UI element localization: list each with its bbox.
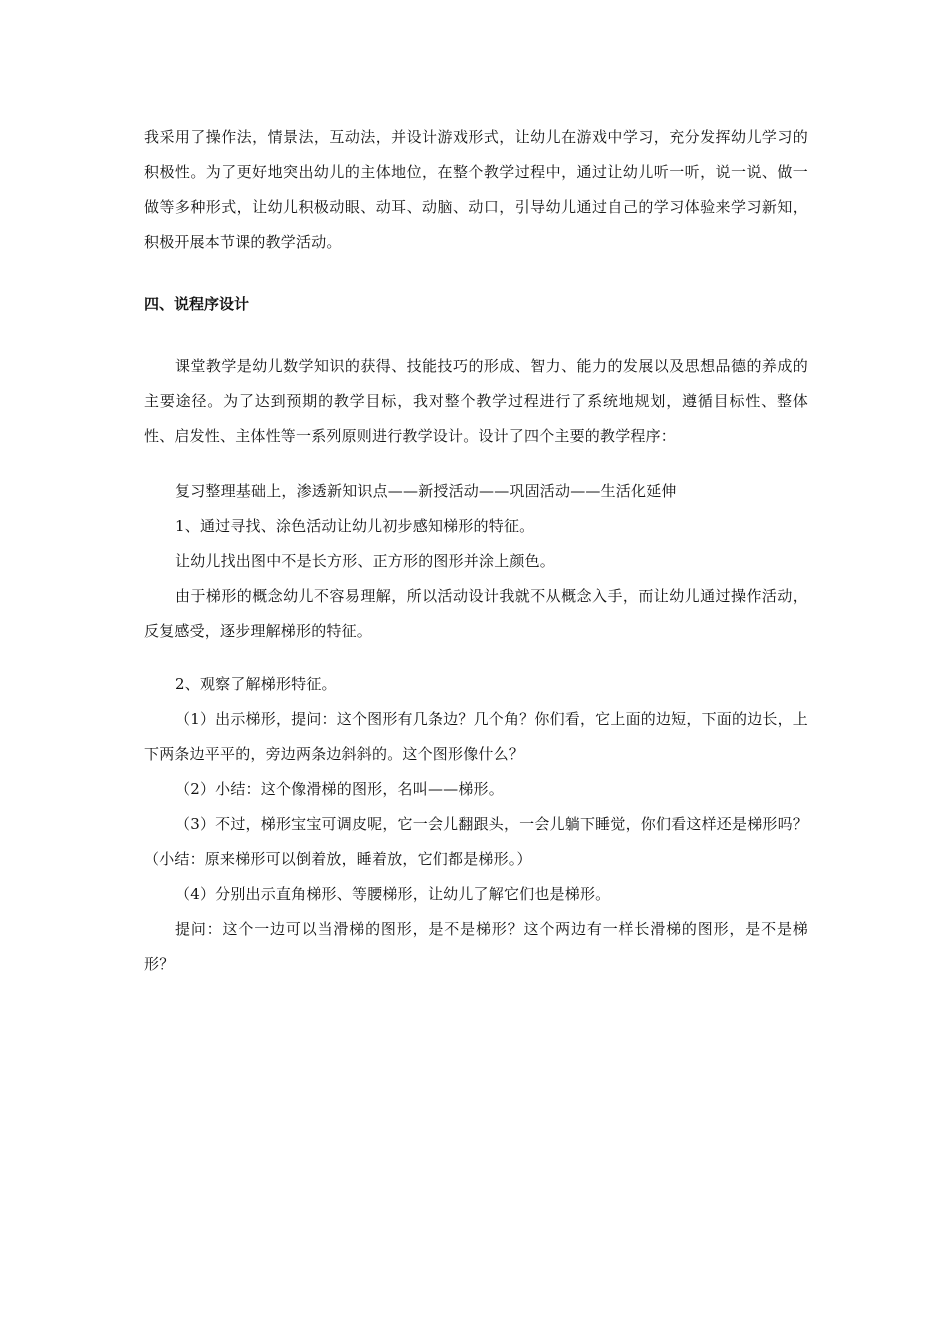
paragraph-program-flow: 复习整理基础上，渗透新知识点——新授活动——巩固活动——生活化延伸 [175,482,677,500]
paragraph-step-2-item-4: （4）分别出示直角梯形、等腰梯形，让幼儿了解它们也是梯形。 [175,885,611,903]
paragraph-step-2: 2、观察了解梯形特征。 [175,675,337,693]
paragraph-step-2-item-3: （3）不过，梯形宝宝可调皮呢，它一会儿翻跟头，一会儿躺下睡觉，你们看这样还是梯形吗？（小结：原来梯形可以倒着放，睡着放，它们都是梯形。） [144,815,808,868]
paragraph-step-2-question: 提问：这个一边可以当滑梯的图形，是不是梯形？这个两边有一样长滑梯的图形，是不是梯形？ [144,920,808,973]
document-page [144,120,808,982]
paragraph-step-2-item-1: （1）出示梯形，提问：这个图形有几条边？几个角？你们看，它上面的边短，下面的边长，上下两条边平平的，旁边两条边斜斜的。这个图形像什么？ [144,710,808,763]
paragraph-step-1-detail: 让幼儿找出图中不是长方形、正方形的图形并涂上颜色。 [175,552,556,570]
paragraph-step-2-item-2: （2）小结：这个像滑梯的图形，名叫——梯形。 [175,780,504,798]
paragraph-program-intro: 课堂教学是幼儿数学知识的获得、技能技巧的形成、智力、能力的发展以及思想品德的养成的主要途径。为了达到预期的教学目标，我对整个教学过程进行了系统地规划，遵循目标性、整体性、启发性、主体性等一系列原则进行教学设计。设计了四个主要的教学程序： [144,357,808,445]
paragraph-step-1-reason: 由于梯形的概念幼儿不容易理解，所以活动设计我就不从概念入手，而让幼儿通过操作活动，反复感受，逐步理解梯形的特征。 [144,587,808,640]
section-heading-program-design: 四、说程序设计 [144,295,250,313]
paragraph-step-1: 1、通过寻找、涂色活动让幼儿初步感知梯形的特征。 [175,517,535,535]
paragraph-methods: 我采用了操作法，情景法，互动法，并设计游戏形式，让幼儿在游戏中学习，充分发挥幼儿学习的积极性。为了更好地突出幼儿的主体地位，在整个教学过程中，通过让幼儿听一听，说一说、做一做等多种形式，让幼儿积极动眼、动耳、动脑、动口，引导幼儿通过自己的学习体验来学习新知，积极开展本节课的教学活动。 [144,128,808,251]
